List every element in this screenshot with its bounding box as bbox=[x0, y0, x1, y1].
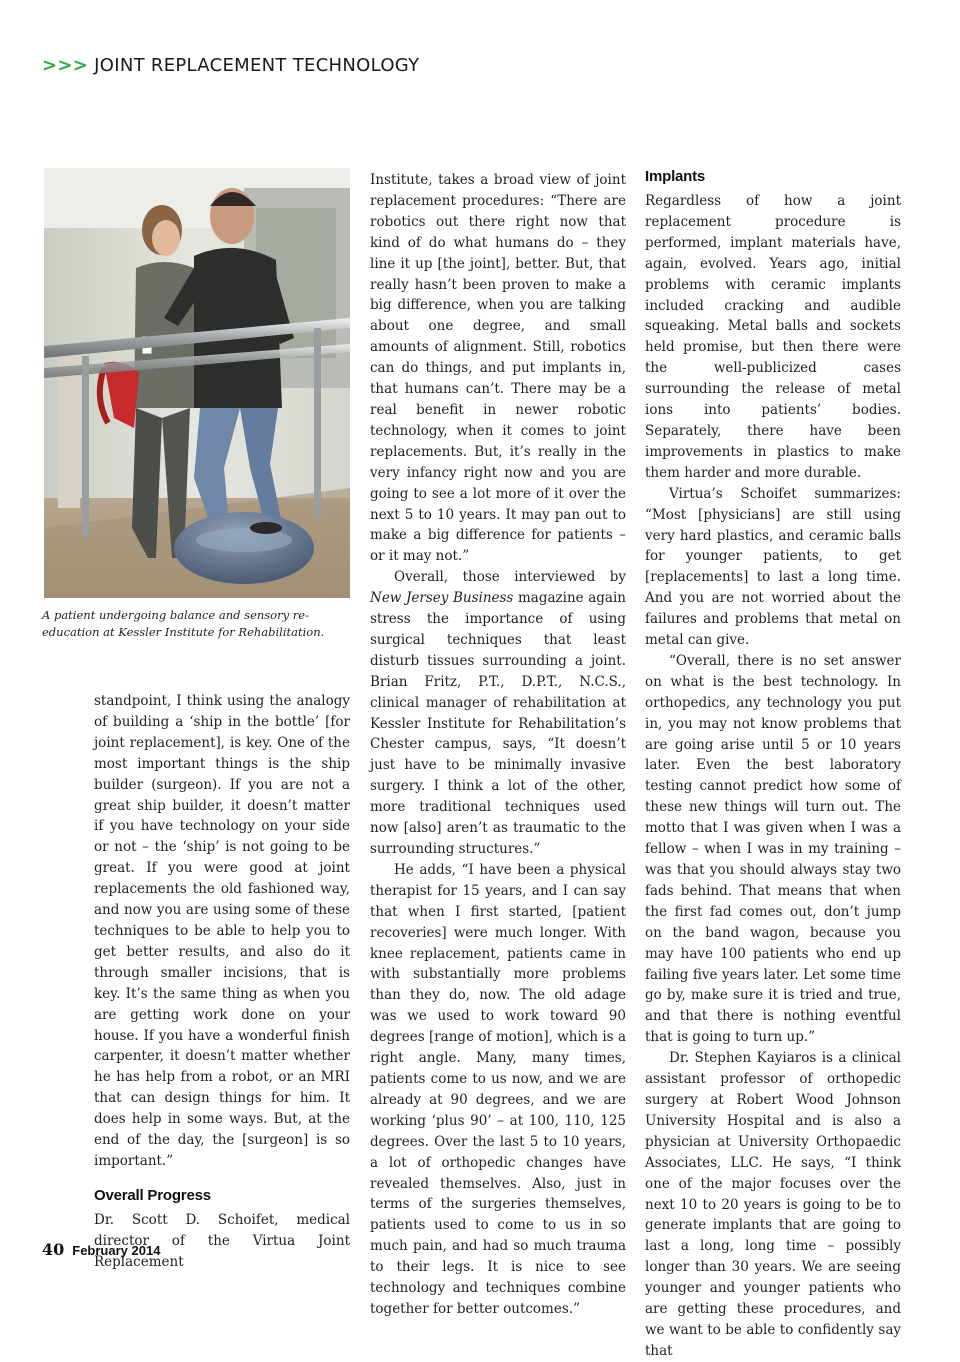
issue-date: February 2014 bbox=[72, 1243, 161, 1258]
col1-paragraph-1: standpoint, I think using the analogy of building a ‘ship in the bottle’ [for joint replacement], is key. One of the most important things is the ship builder (surgeon). If you are not a great ship builder, it doesn’t matter if you have technology on your side or not – the ‘ship’ is not going to be great. If you were good at joint replacements the old fashioned way, and now you are using some of these techniques to be able to help you to get better results, and also do it through smaller incisions, that is key. It’s the same thing as when you are getting work done on your house. If you have a wonderful finish carpenter, it doesn’t matter whether he has help from a robot, or an MRI that can design things for him. It does help in some ways. But, at the end of the day, the [surgeon] is so important.” bbox=[94, 693, 350, 1169]
col3-paragraph-2: Virtua’s Schoifet summarizes: “Most [physicians] are still using very hard plastics, and ceramic balls for younger patients, to get [replacements] to last a long time. And you are not worried about the failures and problems that metal on metal can give. bbox=[645, 485, 901, 649]
column-3 bbox=[645, 167, 901, 1362]
section-title: JOINT REPLACEMENT TECHNOLOGY bbox=[94, 55, 420, 76]
col2-paragraph-1: Institute, takes a broad view of joint replacement procedures: “There are robotics out there right now that kind of do what humans do – they line it up [the joint], better. But, that really hasn’t been proven to make a big difference, when you are talking about one degree, and small amounts of alignment. Still, robotics can do things, and put implants in, that humans can’t. There may be a real benefit in newer robotic technology, when it comes to joint replacements. But, it’s really in the very infancy right now and you are going to see a lot more of it over the next 5 to 10 years. It may pan out to make a big difference for patients – or it may not.” bbox=[370, 172, 626, 565]
rehab-photo bbox=[44, 168, 350, 598]
col3-paragraph-4: Dr. Stephen Kayiaros is a clinical assistant professor of orthopedic surgery at Robert Wood Johnson University Hospital and is also a physician at University Orthopaedic Associates, LLC. He says, “I think one of the major focuses over the next 10 to 20 years is going to be to generate implants that are going to last a long, long time – possibly longer than 30 years. We are seeing younger and younger patients who are getting these procedures, and we want to be able to confidently say that bbox=[645, 1050, 901, 1359]
magazine-name: New Jersey Business bbox=[370, 590, 514, 607]
col2-p2-after: magazine again stress the importance of using surgical techniques that least disturb tissues surrounding a joint. Brian Fritz, P.T., D.P.T., N.C.S., clinical manager of rehabilitation at Kessler Institute for Rehabilitation’s Chester campus, says, “It doesn’t just have to be minimally invasive surgery. I think a lot of the other, more traditional techniques used now [also] aren’t as traumatic to the surrounding structures.” bbox=[370, 590, 626, 857]
subhead-overall-progress: Overall Progress bbox=[94, 1186, 211, 1204]
column-2 bbox=[370, 170, 626, 1320]
col3-paragraph-1: Regardless of how a joint replacement procedure is performed, implant materials have, again, evolved. Years ago, initial problems with ceramic implants included cracking and audible squeaking. Metal balls and sockets held promise, but then there were the well-publicized cases surrounding the release of metal ions into patients’ bodies. Separately, there have been improvements in plastics to make them harder and more durable. bbox=[645, 193, 901, 481]
photo-caption: A patient undergoing balance and sensory re-education at Kessler Institute for Rehabilitation. bbox=[42, 608, 325, 639]
col2-paragraph-3: He adds, “I have been a physical therapist for 15 years, and I can say that when I first started, [patient recoveries] were much longer. With knee replacement, patients came in with substantially more problems than they do, now. The old adage was we used to work toward 90 degrees [range of motion], which is a right angle. Many, many times, patients come to us now, and we are already at 90 degrees, and we are working ‘plus 90’ – at 100, 110, 125 degrees. Over the last 5 to 10 years, a lot of orthopedic changes have revealed themselves. Also, just in terms of the surgeries themselves, patients used to come to us in so much pain, and had so much trauma to their legs. It is nice to see technology and techniques combine together for better outcomes.” bbox=[370, 861, 626, 1317]
rehab-photo-illustration bbox=[44, 168, 350, 598]
section-header bbox=[42, 55, 419, 76]
col2-p2-before: Overall, those interviewed by bbox=[394, 569, 626, 586]
subhead-implants: Implants bbox=[645, 168, 706, 185]
col1-paragraph-2: Dr. Scott D. Schoifet, medical director of the Virtua Joint Replacement bbox=[94, 1211, 350, 1270]
column-1 bbox=[94, 691, 350, 1273]
page-number: 40 bbox=[42, 1240, 65, 1259]
col2-paragraph-2 bbox=[370, 567, 626, 860]
section-arrows: >>> bbox=[42, 55, 89, 76]
col3-paragraph-3: “Overall, there is no set answer on what is the best technology. In orthopedics, any technology you put in, you may not know problems that are going arise until 5 or 10 years later. Even the best laboratory testing cannot predict how some of these new things will turn out. The motto that I was given when I was a fellow – when I was in my training – was that you should always stay two fads behind. That means that when the first fad comes out, don’t jump on the band wagon, because you may have 100 patients who end up failing five years later. Let some time go by, make sure it is tried and true, and that there is nothing eventful that is going to turn up.” bbox=[645, 652, 901, 1046]
page-footer bbox=[42, 1240, 160, 1259]
